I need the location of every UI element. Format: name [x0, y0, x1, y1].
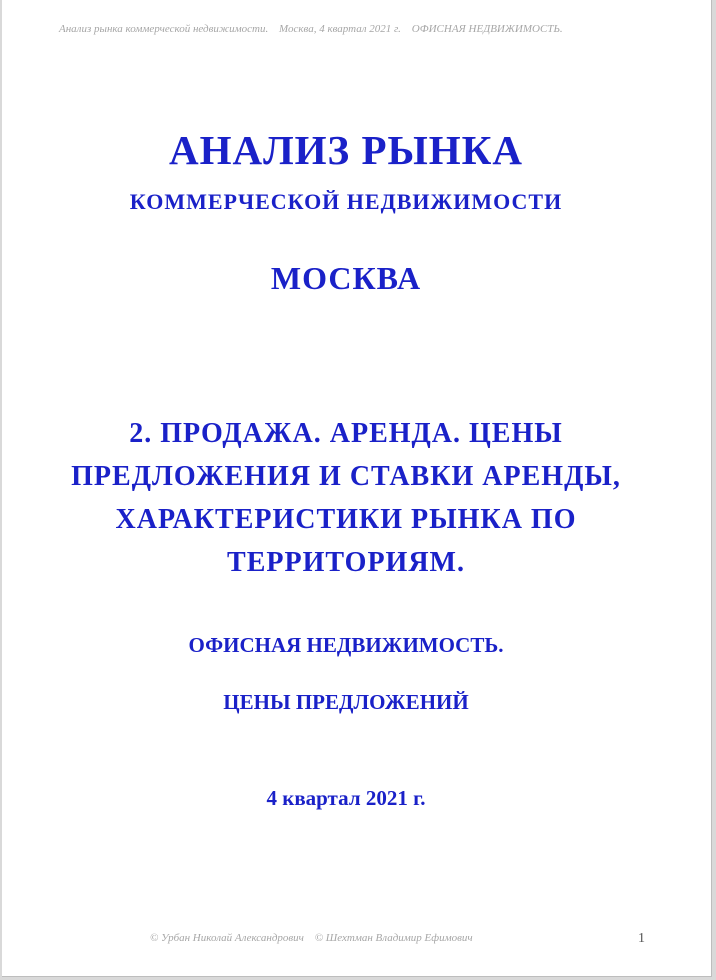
page-number: 1 [638, 931, 645, 946]
section-title-line: ТЕРРИТОРИЯМ. [227, 547, 465, 578]
main-subtitle: КОММЕРЧЕСКОЙ НЕДВИЖИМОСТИ [129, 189, 563, 214]
section-title-line: ПРЕДЛОЖЕНИЯ И СТАВКИ АРЕНДЫ, [71, 461, 621, 492]
subject-title: ЦЕНЫ ПРЕДЛОЖЕНИЙ [223, 690, 469, 714]
header-location-period: Москва, 4 квартал 2021 г. [278, 23, 401, 35]
page-footer [150, 932, 473, 944]
section-title [2, 412, 690, 584]
segment-title: ОФИСНАЯ НЕДВИЖИМОСТЬ. [188, 633, 504, 657]
footer-author-1: © Урбан Николай Александрович [150, 932, 304, 944]
header-segment: ОФИСНАЯ НЕДВИЖИМОСТЬ. [411, 23, 563, 35]
period-title: 4 квартал 2021 г. [266, 786, 426, 810]
city-title: МОСКВА [270, 260, 422, 296]
header-report-title: Анализ рынка коммерческой недвижимости. [59, 23, 269, 35]
section-title-line: 2. ПРОДАЖА. АРЕНДА. ЦЕНЫ [129, 418, 563, 449]
section-title-line: ХАРАКТЕРИСТИКИ РЫНКА ПО [115, 504, 577, 535]
footer-author-2: © Шехтман Владимир Ефимович [314, 932, 473, 944]
main-title: АНАЛИЗ РЫНКА [169, 127, 523, 173]
document-page [2, 0, 712, 977]
running-header [59, 23, 563, 35]
